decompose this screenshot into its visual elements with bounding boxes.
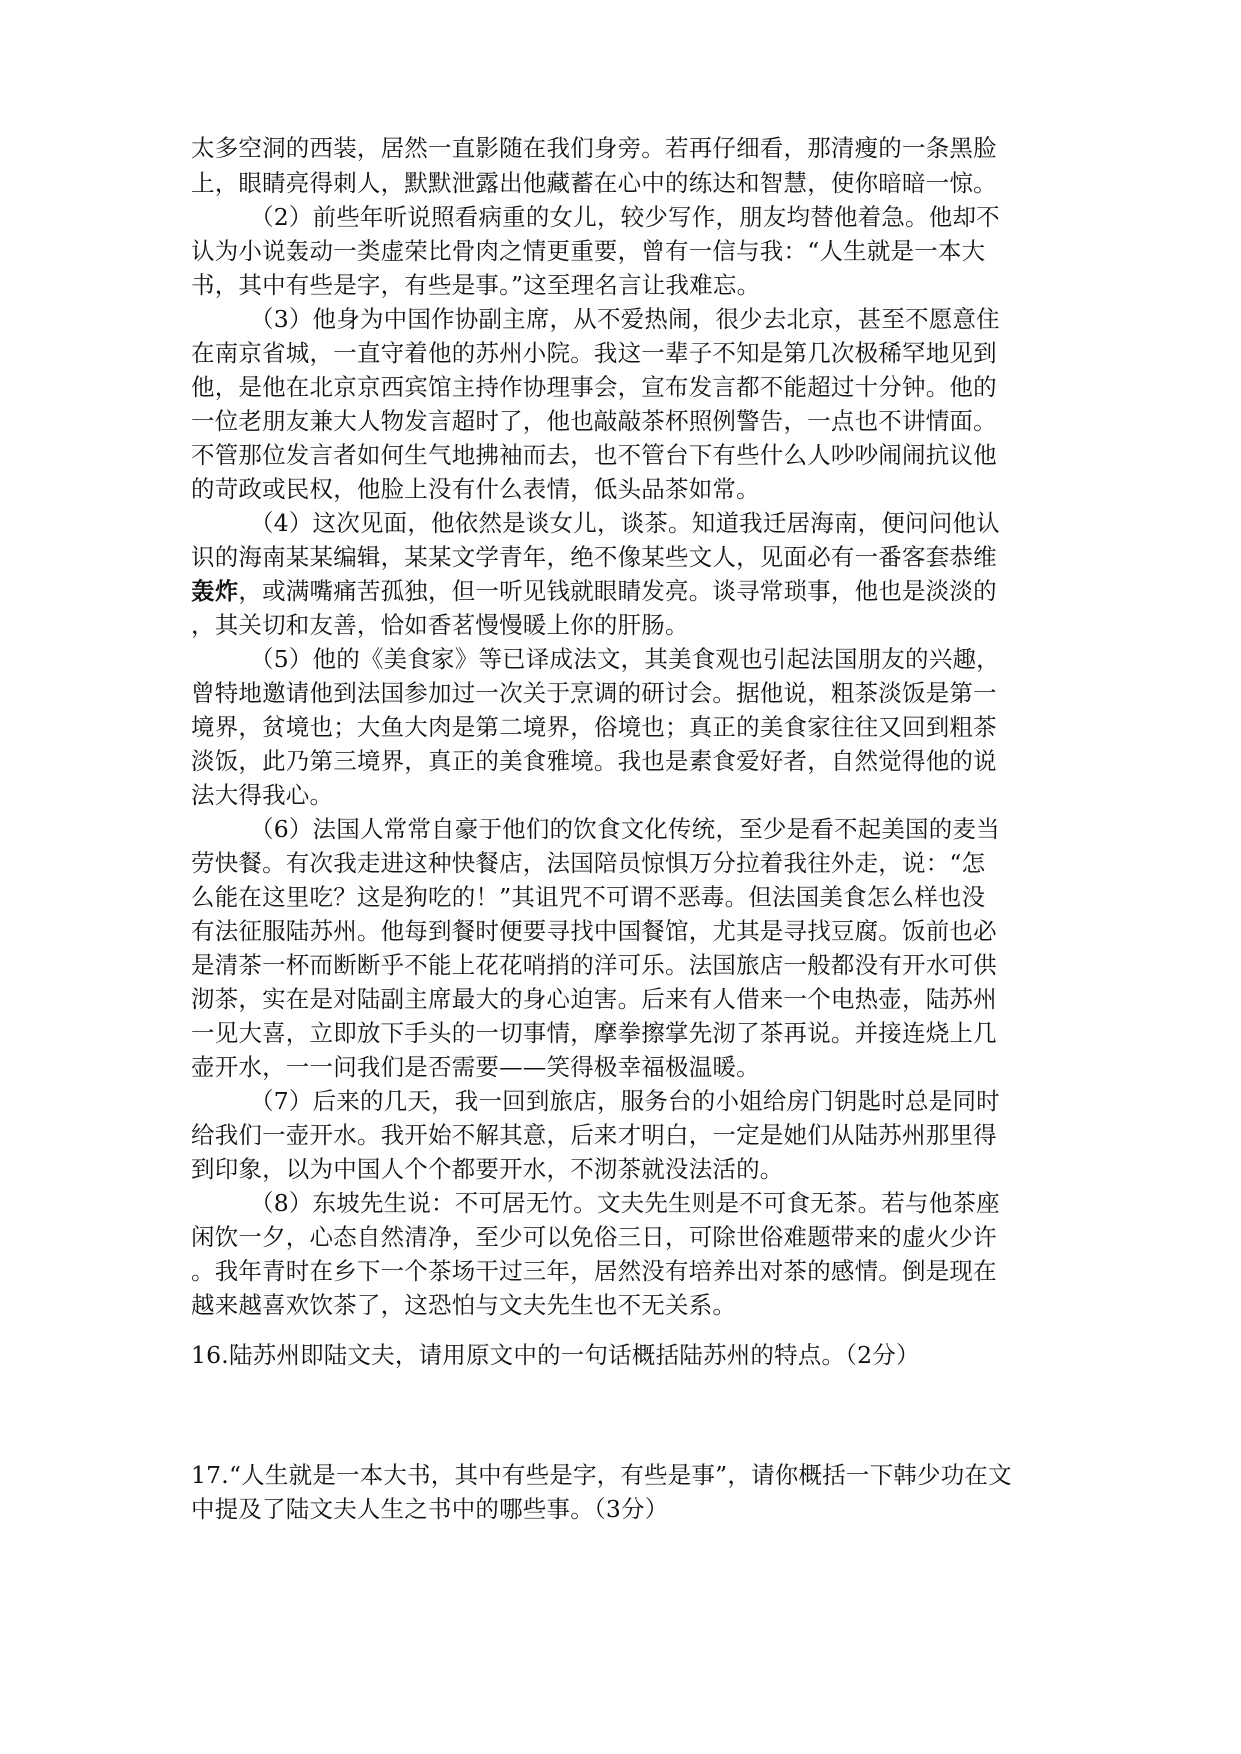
text-line: 有法征服陆苏州。他每到餐时便要寻找中国餐馆，尤其是寻找豆腐。饭前也必	[191, 917, 997, 945]
text-line-with-bold	[191, 576, 1051, 606]
text-line: 识的海南某某编辑，某某文学青年，绝不像某些文人，见面必有一番客套恭维	[191, 543, 997, 571]
text-line: 是清茶一杯而断断乎不能上花花哨捎的洋可乐。法国旅店一般都没有开水可供	[191, 951, 997, 979]
text-line: 淡饭，此乃第三境界，真正的美食雅境。我也是素食爱好者，自然觉得他的说	[191, 747, 997, 775]
text-line: 法大得我心。	[191, 781, 334, 809]
text-line: 他，是他在北京京西宾馆主持作协理事会，宣布发言都不能超过十分钟。他的	[191, 373, 997, 401]
text-line: 给我们一壶开水。我开始不解其意，后来才明白，一定是她们从陆苏州那里得	[191, 1121, 997, 1149]
text-line: 不管那位发言者如何生气地拂袖而去，也不管台下有些什么人吵吵闹闹抗议他	[191, 441, 997, 469]
text-line: 一见大喜，立即放下手头的一切事情，摩拳擦掌先沏了茶再说。并接连烧上几	[191, 1019, 997, 1047]
question-17-cont: 中提及了陆文夫人生之书中的哪些事。（3分）	[191, 1495, 669, 1523]
text-line: 。我年青时在乡下一个茶场干过三年，居然没有培养出对茶的感情。倒是现在	[191, 1257, 997, 1285]
text-line: 闲饮一夕，心态自然清净，至少可以免俗三日，可除世俗难题带来的虚火少许	[191, 1223, 997, 1251]
question-16: 16.陆苏州即陆文夫，请用原文中的一句话概括陆苏州的特点。（2分）	[191, 1341, 920, 1369]
text-line: 么能在这里吃？这是狗吃的！”其诅咒不可谓不恶毒。但法国美食怎么样也没	[191, 883, 986, 911]
paragraph-4-start: （4）这次见面，他依然是谈女儿，谈茶。知道我迁居海南，便问问他认	[250, 509, 1000, 537]
text-line: 越来越喜欢饮茶了，这恐怕与文夫先生也不无关系。	[191, 1291, 737, 1319]
text-line: 沏茶，实在是对陆副主席最大的身心迫害。后来有人借来一个电热壶，陆苏州	[191, 985, 997, 1013]
line-remainder: ，或满嘴痛苦孤独，但一听见钱就眼睛发亮。谈寻常琐事，他也是淡淡的	[238, 577, 997, 605]
text-line: 在南京省城，一直守着他的苏州小院。我这一辈子不知是第几次极稀罕地见到	[191, 339, 997, 367]
text-line: 壶开水，一一问我们是否需要——笑得极幸福极温暖。	[191, 1053, 760, 1081]
paragraph-8-start: （8）东坡先生说：不可居无竹。文夫先生则是不可食无茶。若与他茶座	[250, 1189, 1000, 1217]
text-line: 认为小说轰动一类虚荣比骨肉之情更重要，曾有一信与我：“人生就是一本大	[191, 237, 986, 265]
text-line: 太多空洞的西装，居然一直影随在我们身旁。若再仔细看，那清瘦的一条黑脸	[191, 134, 997, 162]
paragraph-7-start: （7）后来的几天，我一回到旅店，服务台的小姐给房门钥匙时总是同时	[250, 1087, 1000, 1115]
text-line: 到印象，以为中国人个个都要开水，不沏茶就没法活的。	[191, 1155, 784, 1183]
paragraph-5-start: （5）他的《美食家》等已译成法文，其美食观也引起法国朋友的兴趣，	[250, 645, 1000, 673]
bold-word: 轰炸	[191, 577, 239, 605]
text-line: 曾特地邀请他到法国参加过一次关于烹调的研讨会。据他说，粗茶淡饭是第一	[191, 679, 997, 707]
paragraph-3-start: （3）他身为中国作协副主席，从不爱热闹，很少去北京，甚至不愿意住	[250, 305, 1000, 333]
question-17: 17.“人生就是一本大书，其中有些是字，有些是事”，请你概括一下韩少功在文	[191, 1461, 1012, 1489]
text-line: 境界，贫境也；大鱼大肉是第二境界，俗境也；真正的美食家往往又回到粗茶	[191, 713, 997, 741]
text-line: 上，眼睛亮得刺人，默默泄露出他藏蓄在心中的练达和智慧，使你暗暗一惊。	[191, 169, 997, 197]
text-line: 书，其中有些是字，有些是事。”这至理名言让我难忘。	[191, 271, 761, 299]
paragraph-6-start: （6）法国人常常自豪于他们的饮食文化传统，至少是看不起美国的麦当	[250, 815, 1000, 843]
paragraph-2-start: （2）前些年听说照看病重的女儿，较少写作，朋友均替他着急。他却不	[250, 203, 1000, 231]
text-line: 的苛政或民权，他脸上没有什么表情，低头品茶如常。	[191, 475, 760, 503]
text-line: 劳快餐。有次我走进这种快餐店，法国陪员惊惧万分拉着我往外走，说：“怎	[191, 849, 986, 877]
text-line: 一位老朋友兼大人物发言超时了，他也敲敲茶杯照例警告，一点也不讲情面。	[191, 407, 997, 435]
text-line: ，其关切和友善，恰如香茗慢慢暖上你的肝肠。	[191, 611, 689, 639]
